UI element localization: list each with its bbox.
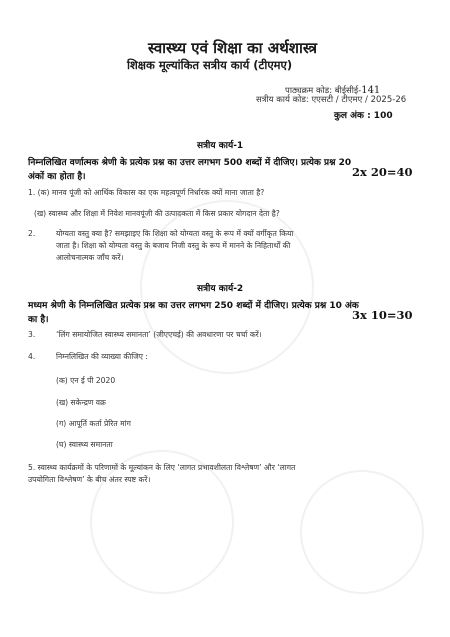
question-4-item: (क) एन ई पी 2020	[56, 376, 116, 385]
question-1a: 1. (क) मानव पूंजी को आर्थिक विकास का एक महत्वपूर्ण निर्धारक क्यों माना जाता है?	[28, 188, 265, 197]
question-4-number: 4.	[28, 352, 36, 361]
assignment-code: सत्रीय कार्य कोड: एएसटी / टीएमए / 2025-26	[256, 95, 407, 105]
section2-instruction-line1: मध्यम श्रेणी के निम्नलिखित प्रत्येक प्रश्न का उत्तर लगभग 250 शब्दों में दीजिए। प्रत्येक प्रश्न 10 अंक	[28, 301, 359, 311]
section1-instruction-line2: अंकों का होता है।	[28, 172, 86, 182]
question-4-item: (ख) सकेन्द्रण वक्र	[56, 398, 106, 407]
max-marks: कुल अंक : 100	[334, 111, 393, 121]
document-subtitle: शिक्षक मूल्यांकित सत्रीय कार्य (टीएमए)	[127, 58, 293, 72]
section2-heading: सत्रीय कार्य-2	[197, 284, 244, 294]
question-2-line3: आलोचनात्मक जाँच करें।	[56, 253, 124, 262]
question-3-number: 3.	[28, 330, 36, 339]
section1-instruction-line1: निम्नलिखित वर्णात्मक श्रेणी के प्रत्येक प्रश्न का उत्तर लगभग 500 शब्दों में दीजिए। प्रत्येक प्रश्न 20	[28, 158, 352, 168]
question-4-text: निम्नलिखित की व्याख्या कीजिए :	[56, 352, 148, 361]
question-2-line2: जाता है। शिक्षा को योग्यता वस्तु के बजाय निजी वस्तु के रूप में मानने के निहितार्थों की	[56, 241, 291, 250]
question-1b: (ख) स्वास्थ्य और शिक्षा में निवेश मानवपूंजी की उत्पादकता में किस प्रकार योगदान देता है?	[34, 209, 280, 218]
course-code-label: पाठ्यक्रम कोड: बीईसीई-	[285, 86, 362, 96]
section1-heading: सत्रीय कार्य-1	[197, 141, 244, 151]
question-3-text: ‘लिंग समायोजित स्वास्थ्य समानता’ (जीएएचई) की अवधारणा पर चर्चा करें।	[56, 330, 262, 339]
course-code-number: 141	[361, 85, 381, 96]
section2-marks: 3x 10=30	[352, 308, 413, 322]
question-2-number: 2.	[28, 229, 36, 238]
watermark-ring	[300, 470, 424, 594]
document-title: स्वास्थ्य एवं शिक्षा का अर्थशास्त्र	[148, 39, 317, 57]
question-5-line1: 5. स्वास्थ्य कार्यक्रमों के परिणामों के मूल्यांकन के लिए ‘लागत प्रभावशीलता विश्लेषण’ और ‘लागत	[28, 463, 296, 472]
section2-instruction-line2: का है।	[28, 315, 49, 325]
question-4-item: (घ) स्वास्थ्य समानता	[56, 440, 113, 449]
section1-marks: 2x 20=40	[352, 165, 413, 179]
question-4-item: (ग) आपूर्ति कर्ता प्रेरित मांग	[56, 419, 131, 428]
question-2-line1: योग्यता वस्तु क्या है? समझाइए कि शिक्षा को योग्यता वस्तु के रूप में क्यों वर्गीकृत किया	[56, 229, 294, 238]
question-5-line2: उपयोगिता विश्लेषण’ के बीच अंतर स्पष्ट करें।	[28, 475, 151, 484]
